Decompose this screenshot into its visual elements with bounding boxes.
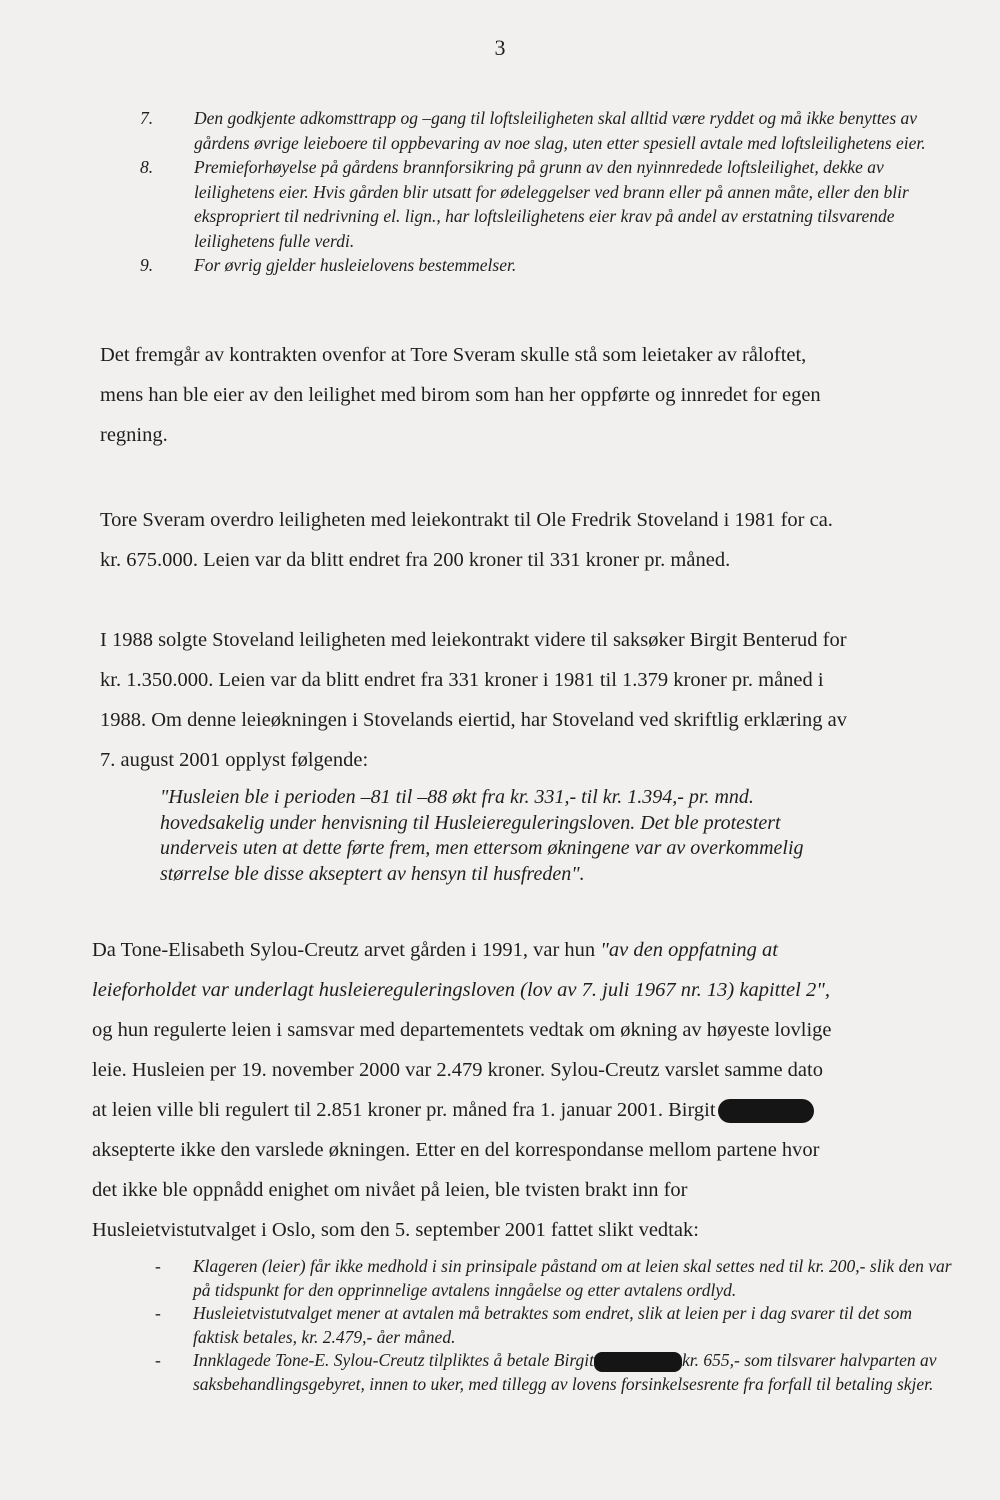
text-span: Innklagede Tone-E. Sylou-Creutz tilpliktes å betale Birgit [193,1350,594,1370]
quote-line: hovedsakelig under henvisning til Husleiereguleringsloven. Det ble protestert [160,811,781,834]
text-line: mens han ble eier av den leilighet med birom som han her oppførte og innredet for egen [100,384,821,406]
decision-list [155,1255,955,1396]
clause-text: For øvrig gjelder husleielovens bestemmelser. [194,255,517,275]
list-dash: - [155,1350,161,1370]
decision-text: Klageren (leier) får ikke medhold i sin prinsipale påstand om at leien skal settes ned til kr. 200,- slik den var på tidspunkt for den opprinnelige avtalens inngåelse og etter avtalens ordlyd. [193,1256,952,1300]
clause-text: Den godkjente adkomsttrapp og –gang til loftsleiligheten skal alltid være ryddet og må ikke benyttes av gårdens øvrige leieboere til oppbevaring av noe slag, uten etter spesiell avtale med loftsleilighetens eier. [194,108,926,153]
text-line: og hun regulerte leien i samsvar med departementets vedtak om økning av høyeste lovlige [92,1019,832,1041]
decision-text [193,1349,955,1396]
redaction-mark [594,1352,682,1372]
clause-8 [140,155,960,253]
citation-span: "av den oppfatning at [600,939,778,961]
text-line: leie. Husleien per 19. november 2000 var 2.479 kroner. Sylou-Creutz varslet samme dato [92,1059,823,1081]
contract-clauses [140,106,960,278]
clause-number: 9. [140,255,154,275]
text-line: Det fremgår av kontrakten ovenfor at Tore Sveram skulle stå som leietaker av råloftet, [100,344,807,366]
text-line: kr. 675.000. Leien var da blitt endret fra 200 kroner til 331 kroner pr. måned. [100,549,731,571]
decision-item [155,1255,955,1302]
text-line: I 1988 solgte Stoveland leiligheten med leiekontrakt videre til saksøker Birgit Benterud for [100,629,847,651]
paragraph-transfer-1981 [100,500,950,580]
paragraph-inheritance-1991 [92,930,952,1250]
decision-item [155,1349,955,1396]
text-line: Tore Sveram overdro leiligheten med leiekontrakt til Ole Fredrik Stoveland i 1981 for ca. [100,509,833,531]
decision-text: Husleietvistutvalget mener at avtalen må betraktes som endret, slik at leien per i dag svarer til det som faktisk betales, kr. 2.479,- åer måned. [193,1303,912,1347]
clause-text: Premieforhøyelse på gårdens brannforsikring på grunn av den nyinnredede loftsleilighet, dekke av leilighetens eier. Hvis gården blir utsatt for ødeleggelser ved brann eller på annen måte, eller den blir ekspropriert til nedrivning el. lign., har loftsleilighetens eier krav på andel av erstatning tilsvarende leilighetens fulle verdi. [194,157,909,251]
quote-line: underveis uten at dette førte frem, men ettersom økningene var av overkommelig [160,837,804,859]
quote-line: "Husleien ble i perioden –81 til –88 økt fra kr. 331,- til kr. 1.394,- pr. mnd. [160,786,754,808]
text-span: at leien ville bli regulert til 2.851 kroner pr. måned fra 1. januar 2001. Birgit [92,1099,716,1121]
clause-number: 7. [140,108,154,128]
text-line [92,1090,952,1130]
text-line [92,930,952,970]
text-line: 7. august 2001 opplyst følgende: [100,749,369,771]
clause-7 [140,106,960,155]
list-dash: - [155,1303,161,1323]
clause-9 [140,253,960,278]
text-span: Da Tone-Elisabeth Sylou-Creutz arvet gården i 1991, var hun [92,939,601,961]
quote-line: størrelse ble disse akseptert av hensyn til husfreden". [160,862,585,885]
text-span: kr. 655,- som tilsvarer halvparten av saksbehandlingsgebyret, innen to uker, med tillegg av lovens forsinkelsesrente fra forfall til betaling skjer. [193,1350,937,1394]
block-quote [160,785,940,887]
clause-number: 8. [140,157,154,177]
redaction-mark [718,1099,814,1123]
text-line: regning. [100,424,168,446]
list-dash: - [155,1256,161,1276]
page-number: 3 [494,35,506,60]
citation-line: leieforholdet var underlagt husleiereguleringsloven (lov av 7. juli 1967 nr. 13) kapittel 2", [92,979,830,1001]
paragraph-sale-1988 [100,620,950,780]
text-line: aksepterte ikke den varslede økningen. Etter en del korrespondanse mellom partene hvor [92,1139,820,1161]
decision-item [155,1302,955,1349]
text-line: 1988. Om denne leieøkningen i Stovelands eiertid, har Stoveland ved skriftlig erklæring av [100,709,847,731]
text-line: det ikke ble oppnådd enighet om nivået på leien, ble tvisten brakt inn for [92,1179,688,1201]
paragraph-contract-summary [100,335,950,455]
text-line: Husleietvistutvalget i Oslo, som den 5. september 2001 fattet slikt vedtak: [92,1219,699,1241]
text-line: kr. 1.350.000. Leien var da blitt endret fra 331 kroner i 1981 til 1.379 kroner pr. måned i [100,669,824,691]
